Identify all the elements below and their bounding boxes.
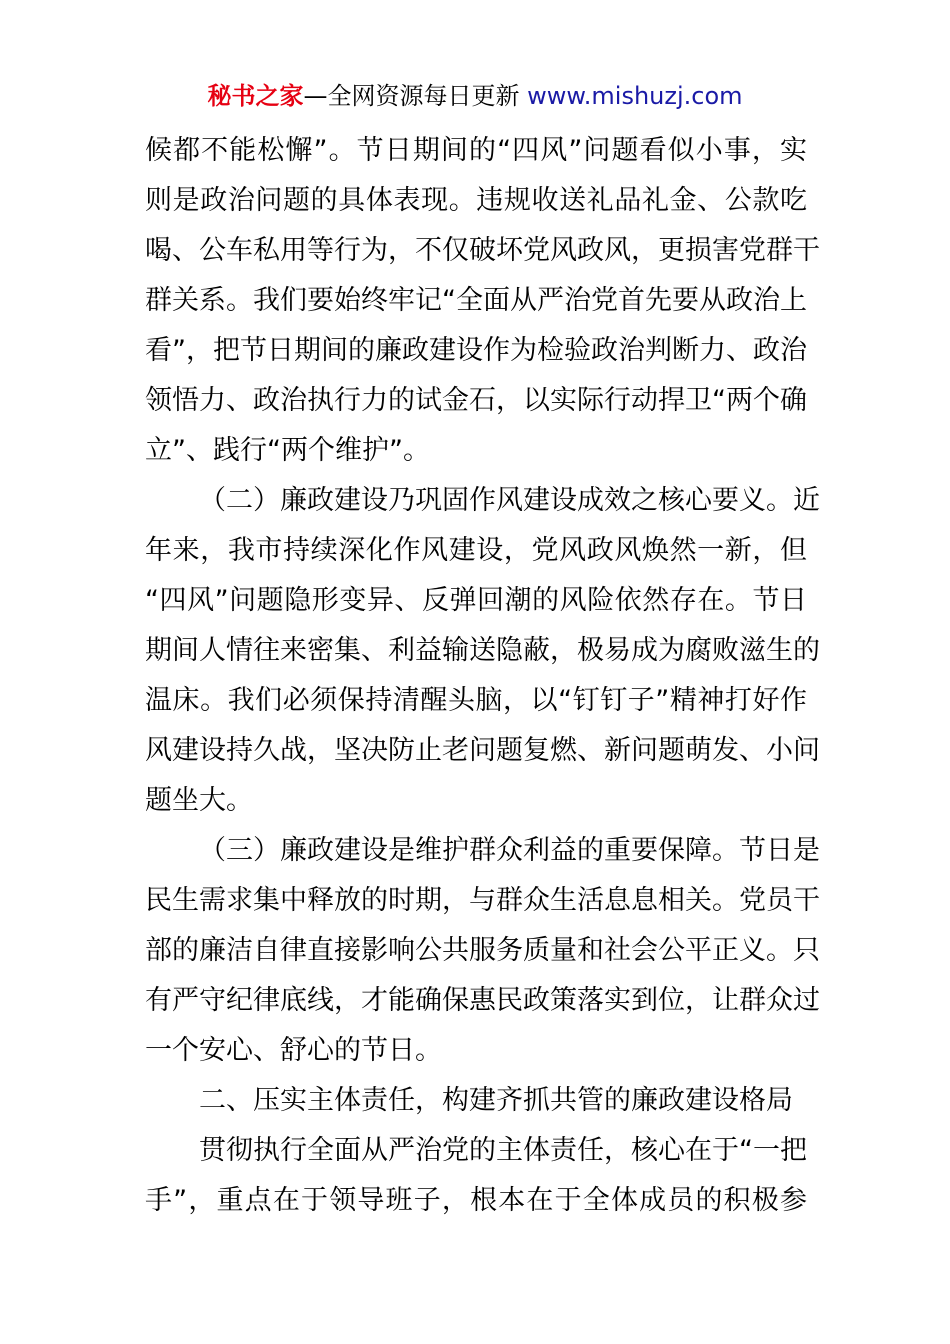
text-line: 立”、践行“两个维护”。	[145, 435, 430, 466]
paragraph-heading-2: （二）廉政建设乃巩固作风建设成效之核心要义。近	[199, 485, 820, 516]
text-line: 贯彻执行全面从严治党的主体责任，核心在于“一把	[199, 1135, 807, 1166]
text-line: 候都不能松懈”。节日期间的“四风”问题看似小事，实	[145, 135, 807, 166]
header-tagline: —全网资源每日更新	[303, 82, 520, 110]
text-line: 部的廉洁自律直接影响公共服务质量和社会公平正义。只	[145, 935, 820, 966]
text-line: 题坐大。	[145, 785, 253, 816]
text-line: 有严守纪律底线，才能确保惠民政策落实到位，让群众过	[145, 985, 820, 1016]
site-header	[0, 80, 950, 112]
site-url[interactable]: www.mishuzj.com	[527, 82, 743, 110]
section-heading: 二、压实主体责任，构建齐抓共管的廉政建设格局	[199, 1085, 793, 1116]
text-line: 喝、公车私用等行为，不仅破坏党风政风，更损害党群干	[145, 235, 820, 266]
text-line: 群关系。我们要始终牢记“全面从严治党首先要从政治上	[145, 285, 807, 316]
text-line: 风建设持久战，坚决防止老问题复燃、新问题萌发、小问	[145, 735, 820, 766]
text-line: 期间人情往来密集、利益输送隐蔽，极易成为腐败滋生的	[145, 635, 820, 666]
text-line: 看”，把节日期间的廉政建设作为检验政治判断力、政治	[145, 335, 807, 366]
text-line: 则是政治问题的具体表现。违规收送礼品礼金、公款吃	[145, 185, 807, 216]
text-line: 领悟力、政治执行力的试金石，以实际行动捍卫“两个确	[145, 385, 807, 416]
text-line: “四风”问题隐形变异、反弹回潮的风险依然存在。节日	[145, 585, 807, 616]
text-line: 手”，重点在于领导班子，根本在于全体成员的积极参	[145, 1185, 807, 1216]
document-body	[145, 126, 820, 1226]
text-line: 民生需求集中释放的时期，与群众生活息息相关。党员干	[145, 885, 820, 916]
paragraph-heading-3: （三）廉政建设是维护群众利益的重要保障。节日是	[199, 835, 820, 866]
brand-name: 秘书之家	[207, 82, 304, 110]
text-line: 年来，我市持续深化作风建设，党风政风焕然一新，但	[145, 535, 807, 566]
text-line: 温床。我们必须保持清醒头脑，以“钉钉子”精神打好作	[145, 685, 807, 716]
text-line: 一个安心、舒心的节日。	[145, 1035, 442, 1066]
